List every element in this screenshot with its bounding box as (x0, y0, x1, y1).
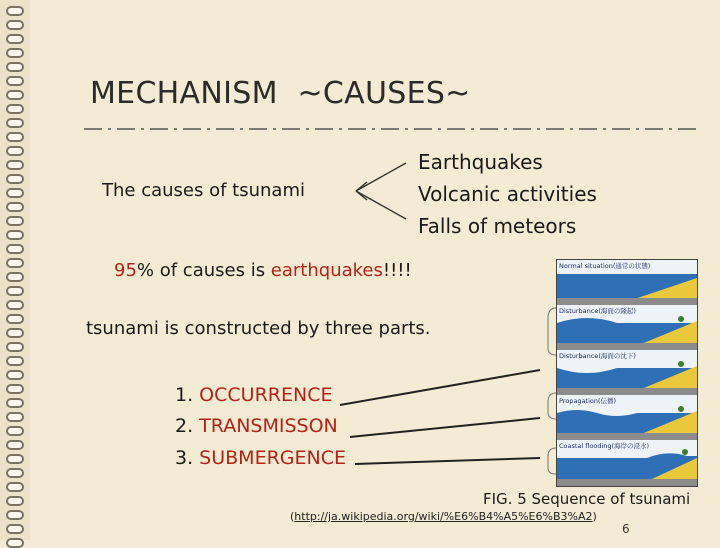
binding-ring (6, 440, 24, 450)
binding-ring (6, 146, 24, 156)
binding-ring (6, 468, 24, 478)
binding-ring (6, 118, 24, 128)
part-label: SUBMERGENCE (199, 447, 346, 469)
binding-ring (6, 90, 24, 100)
stat-exclaim: !!!! (382, 260, 412, 281)
figure-panel-coastal-flooding (557, 440, 697, 486)
binding-ring (6, 202, 24, 212)
binding-ring (6, 482, 24, 492)
binding-ring (6, 356, 24, 366)
cause-volcanic: Volcanic activities (418, 182, 597, 206)
cause-earthquakes: Earthquakes (418, 150, 543, 174)
panel-title: Disturbance(海面の隆起) (559, 307, 636, 315)
binding-ring (6, 342, 24, 352)
part-number: 1. (175, 384, 200, 406)
source-prefix: ( (290, 510, 295, 523)
binding-ring (6, 300, 24, 310)
stat-percent: 95 (114, 260, 137, 281)
binding-ring (6, 524, 24, 534)
panel-title: Disturbance(海面の沈下) (559, 352, 636, 360)
causes-arrows (352, 158, 410, 224)
binding-ring (6, 496, 24, 506)
figure-panel-disturbance-up (557, 305, 697, 350)
binding-ring (6, 34, 24, 44)
panel-title: Coastal flooding(海岸の浸水) (559, 442, 650, 450)
binding-ring (6, 132, 24, 142)
part-number: 3. (175, 447, 200, 469)
binding-ring (6, 328, 24, 338)
part-label: TRANSMISSON (199, 415, 338, 437)
binding-ring (6, 160, 24, 170)
source-link[interactable]: http://ja.wikipedia.org/wiki/%E6%B4%A5%E6%B3%A2 (294, 510, 593, 523)
stat-text: % of causes is (136, 260, 271, 281)
figure-panel-propagation (557, 395, 697, 440)
binding-ring (6, 244, 24, 254)
part-submergence (175, 447, 346, 469)
figure-panel-disturbance-down (557, 350, 697, 395)
stat-keyword: earthquakes (270, 260, 383, 281)
binding-ring (6, 230, 24, 240)
figure-panel-normal (557, 260, 697, 305)
binding-ring (6, 258, 24, 268)
binding-ring (6, 272, 24, 282)
cause-meteors: Falls of meteors (418, 214, 577, 238)
part-number: 2. (175, 415, 200, 437)
binding-ring (6, 426, 24, 436)
spiral-binding (0, 0, 30, 540)
binding-ring (6, 510, 24, 520)
parts-intro: tsunami is constructed by three parts. (86, 318, 431, 339)
binding-ring (6, 398, 24, 408)
binding-ring (6, 216, 24, 226)
binding-ring (6, 384, 24, 394)
part-occurrence (175, 384, 332, 406)
binding-ring (6, 104, 24, 114)
binding-ring (6, 454, 24, 464)
earthquake-statistic (114, 260, 412, 281)
binding-ring (6, 20, 24, 30)
binding-ring (6, 76, 24, 86)
binding-ring (6, 370, 24, 380)
causes-label: The causes of tsunami (102, 180, 305, 201)
part-transmission (175, 415, 338, 437)
panel-title: Normal situation(通常の状態) (559, 262, 651, 270)
binding-ring (6, 412, 24, 422)
binding-ring (6, 188, 24, 198)
source-suffix: ) (592, 510, 597, 523)
binding-ring (6, 174, 24, 184)
figure-caption: FIG. 5 Sequence of tsunami (483, 490, 691, 508)
binding-ring (6, 48, 24, 58)
tsunami-sequence-figure (556, 259, 698, 487)
binding-ring (6, 286, 24, 296)
binding-ring (6, 6, 24, 16)
binding-ring (6, 314, 24, 324)
panel-title: Propagation(伝播) (559, 397, 617, 405)
binding-ring (6, 62, 24, 72)
part-label: OCCURRENCE (199, 384, 333, 406)
title-divider (84, 126, 700, 132)
page-number: 6 (622, 522, 630, 536)
slide-title: MECHANISM ~CAUSES~ (90, 76, 471, 111)
figure-source (290, 510, 597, 523)
